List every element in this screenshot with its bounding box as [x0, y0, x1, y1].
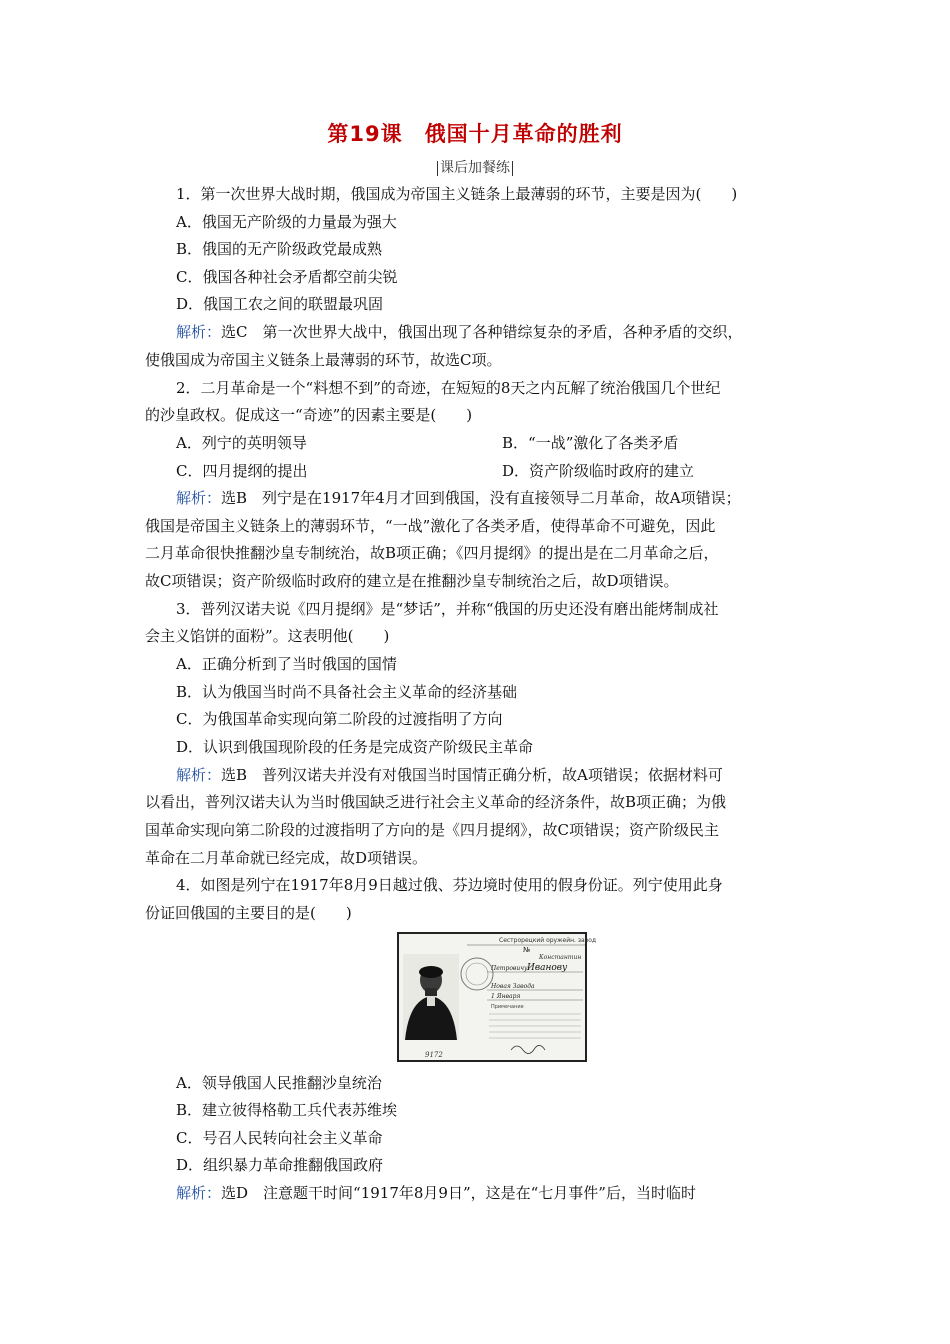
page-title: 第19课 俄国十月革命的胜利 [327, 122, 623, 146]
q3-analysis-line4: 革命在二月革命就已经完成，故D项错误。 [145, 849, 428, 867]
subtitle-right-bar [512, 161, 513, 176]
q4-analysis-text: 选D 注意题干时间“1917年8月9日”，这是在“七月事件”后，当时临时 [221, 1184, 696, 1202]
q4-analysis-line1 [176, 1183, 696, 1203]
q4-option-a: A．领导俄国人民推翻沙皇统治 [176, 1074, 382, 1092]
q2-analysis-line4: 故C项错误；资产阶级临时政府的建立是在推翻沙皇专制统治之后，故D项错误。 [145, 572, 679, 590]
subtitle-text: 课后加餐练 [440, 160, 510, 176]
q2-option-d: D．资产阶级临时政府的建立 [502, 462, 695, 480]
subtitle-left-bar [437, 161, 438, 176]
id-card-header: Сестрорецкий оружейн. завод [499, 937, 597, 944]
q1-option-a: A．俄国无产阶级的力量最为强大 [176, 213, 397, 231]
id-card-line-3: Новая Завода [491, 983, 535, 990]
q2-analysis-line2: 俄国是帝国主义链条上的薄弱环节，“一战”激化了各类矛盾，使得革命不可避免，因此 [145, 517, 716, 535]
id-card-name: Иванову [527, 963, 568, 973]
q2-option-c: C．四月提纲的提出 [176, 462, 308, 480]
q1-stem: 1．第一次世界大战时期，俄国成为帝国主义链条上最薄弱的环节，主要是因为( ) [176, 185, 738, 203]
q4-option-c: C．号召人民转向社会主义革命 [176, 1129, 383, 1147]
id-card-serial: 9172 [425, 1051, 443, 1059]
q2-stem-line2: 的沙皇政权。促成这一“奇迹”的因素主要是( ) [145, 406, 473, 424]
id-card-illustration [399, 934, 597, 1060]
q1-option-c: C．俄国各种社会矛盾都空前尖锐 [176, 268, 398, 286]
q3-analysis-text: 选B 普列汉诺夫并没有对俄国当时国情正确分析，故A项错误；依据材料可 [221, 766, 723, 784]
q3-option-a: A．正确分析到了当时俄国的国情 [176, 655, 397, 673]
q2-analysis-text: 选B 列宁是在1917年4月才回到俄国，没有直接领导二月革命，故A项错误； [221, 489, 741, 507]
q4-option-b: B．建立彼得格勒工兵代表苏维埃 [176, 1101, 398, 1119]
id-card-line-5: Примечание [491, 1004, 524, 1010]
q1-analysis-line2: 使俄国成为帝国主义链条上最薄弱的环节，故选C项。 [145, 351, 502, 369]
section-subtitle [0, 157, 950, 177]
q2-stem-line1: 2．二月革命是一个“料想不到”的奇迹，在短短的8天之内瓦解了统治俄国几个世纪 [176, 379, 721, 397]
q3-option-c: C．为俄国革命实现向第二阶段的过渡指明了方向 [176, 710, 503, 728]
q2-analysis-line1 [176, 488, 741, 508]
q3-option-b: B．认为俄国当时尚不具备社会主义革命的经济基础 [176, 683, 518, 701]
q4-analysis-label: 解析： [176, 1184, 222, 1202]
id-card-line-4: 1 Января [491, 993, 521, 1000]
q3-analysis-label: 解析： [176, 766, 222, 784]
q3-analysis-line1 [176, 765, 723, 785]
id-card-line-1: Константин [539, 954, 582, 961]
q1-analysis-label: 解析： [176, 323, 222, 341]
q2-option-b: B．“一战”激化了各类矛盾 [502, 434, 679, 452]
id-card-line-2: Петровичу [491, 965, 528, 972]
q4-stem-line2: 份证回俄国的主要目的是( ) [145, 904, 352, 922]
q1-analysis-text: 选C 第一次世界大战中，俄国出现了各种错综复杂的矛盾，各种矛盾的交织， [221, 323, 743, 341]
q2-analysis-line3: 二月革命很快推翻沙皇专制统治，故B项正确；《四月提纲》的提出是在二月革命之后， [145, 544, 719, 562]
fake-id-card-photo [397, 932, 597, 1062]
q3-option-d: D．认识到俄国现阶段的任务是完成资产阶级民主革命 [176, 738, 534, 756]
q1-analysis-line1 [176, 322, 743, 342]
q1-option-d: D．俄国工农之间的联盟最巩固 [176, 295, 384, 313]
q2-option-a: A．列宁的英明领导 [176, 434, 307, 452]
portrait-image [403, 954, 459, 1040]
id-card-number-sign: № [523, 946, 531, 954]
q4-option-d: D．组织暴力革命推翻俄国政府 [176, 1156, 384, 1174]
q3-analysis-line2: 以看出，普列汉诺夫认为当时俄国缺乏进行社会主义革命的经济条件，故B项正确；为俄 [145, 793, 727, 811]
q3-stem-line1: 3．普列汉诺夫说《四月提纲》是“梦话”，并称“俄国的历史还没有磨出能烤制成社 [176, 600, 719, 618]
q3-analysis-line3: 国革命实现向第二阶段的过渡指明了方向的是《四月提纲》，故C项错误；资产阶级民主 [145, 821, 719, 839]
q3-stem-line2: 会主义馅饼的面粉”。这表明他( ) [145, 627, 390, 645]
q4-stem-line1: 4．如图是列宁在1917年8月9日越过俄、芬边境时使用的假身份证。列宁使用此身 [176, 876, 723, 894]
q1-option-b: B．俄国的无产阶级政党最成熟 [176, 240, 383, 258]
q2-analysis-label: 解析： [176, 489, 222, 507]
